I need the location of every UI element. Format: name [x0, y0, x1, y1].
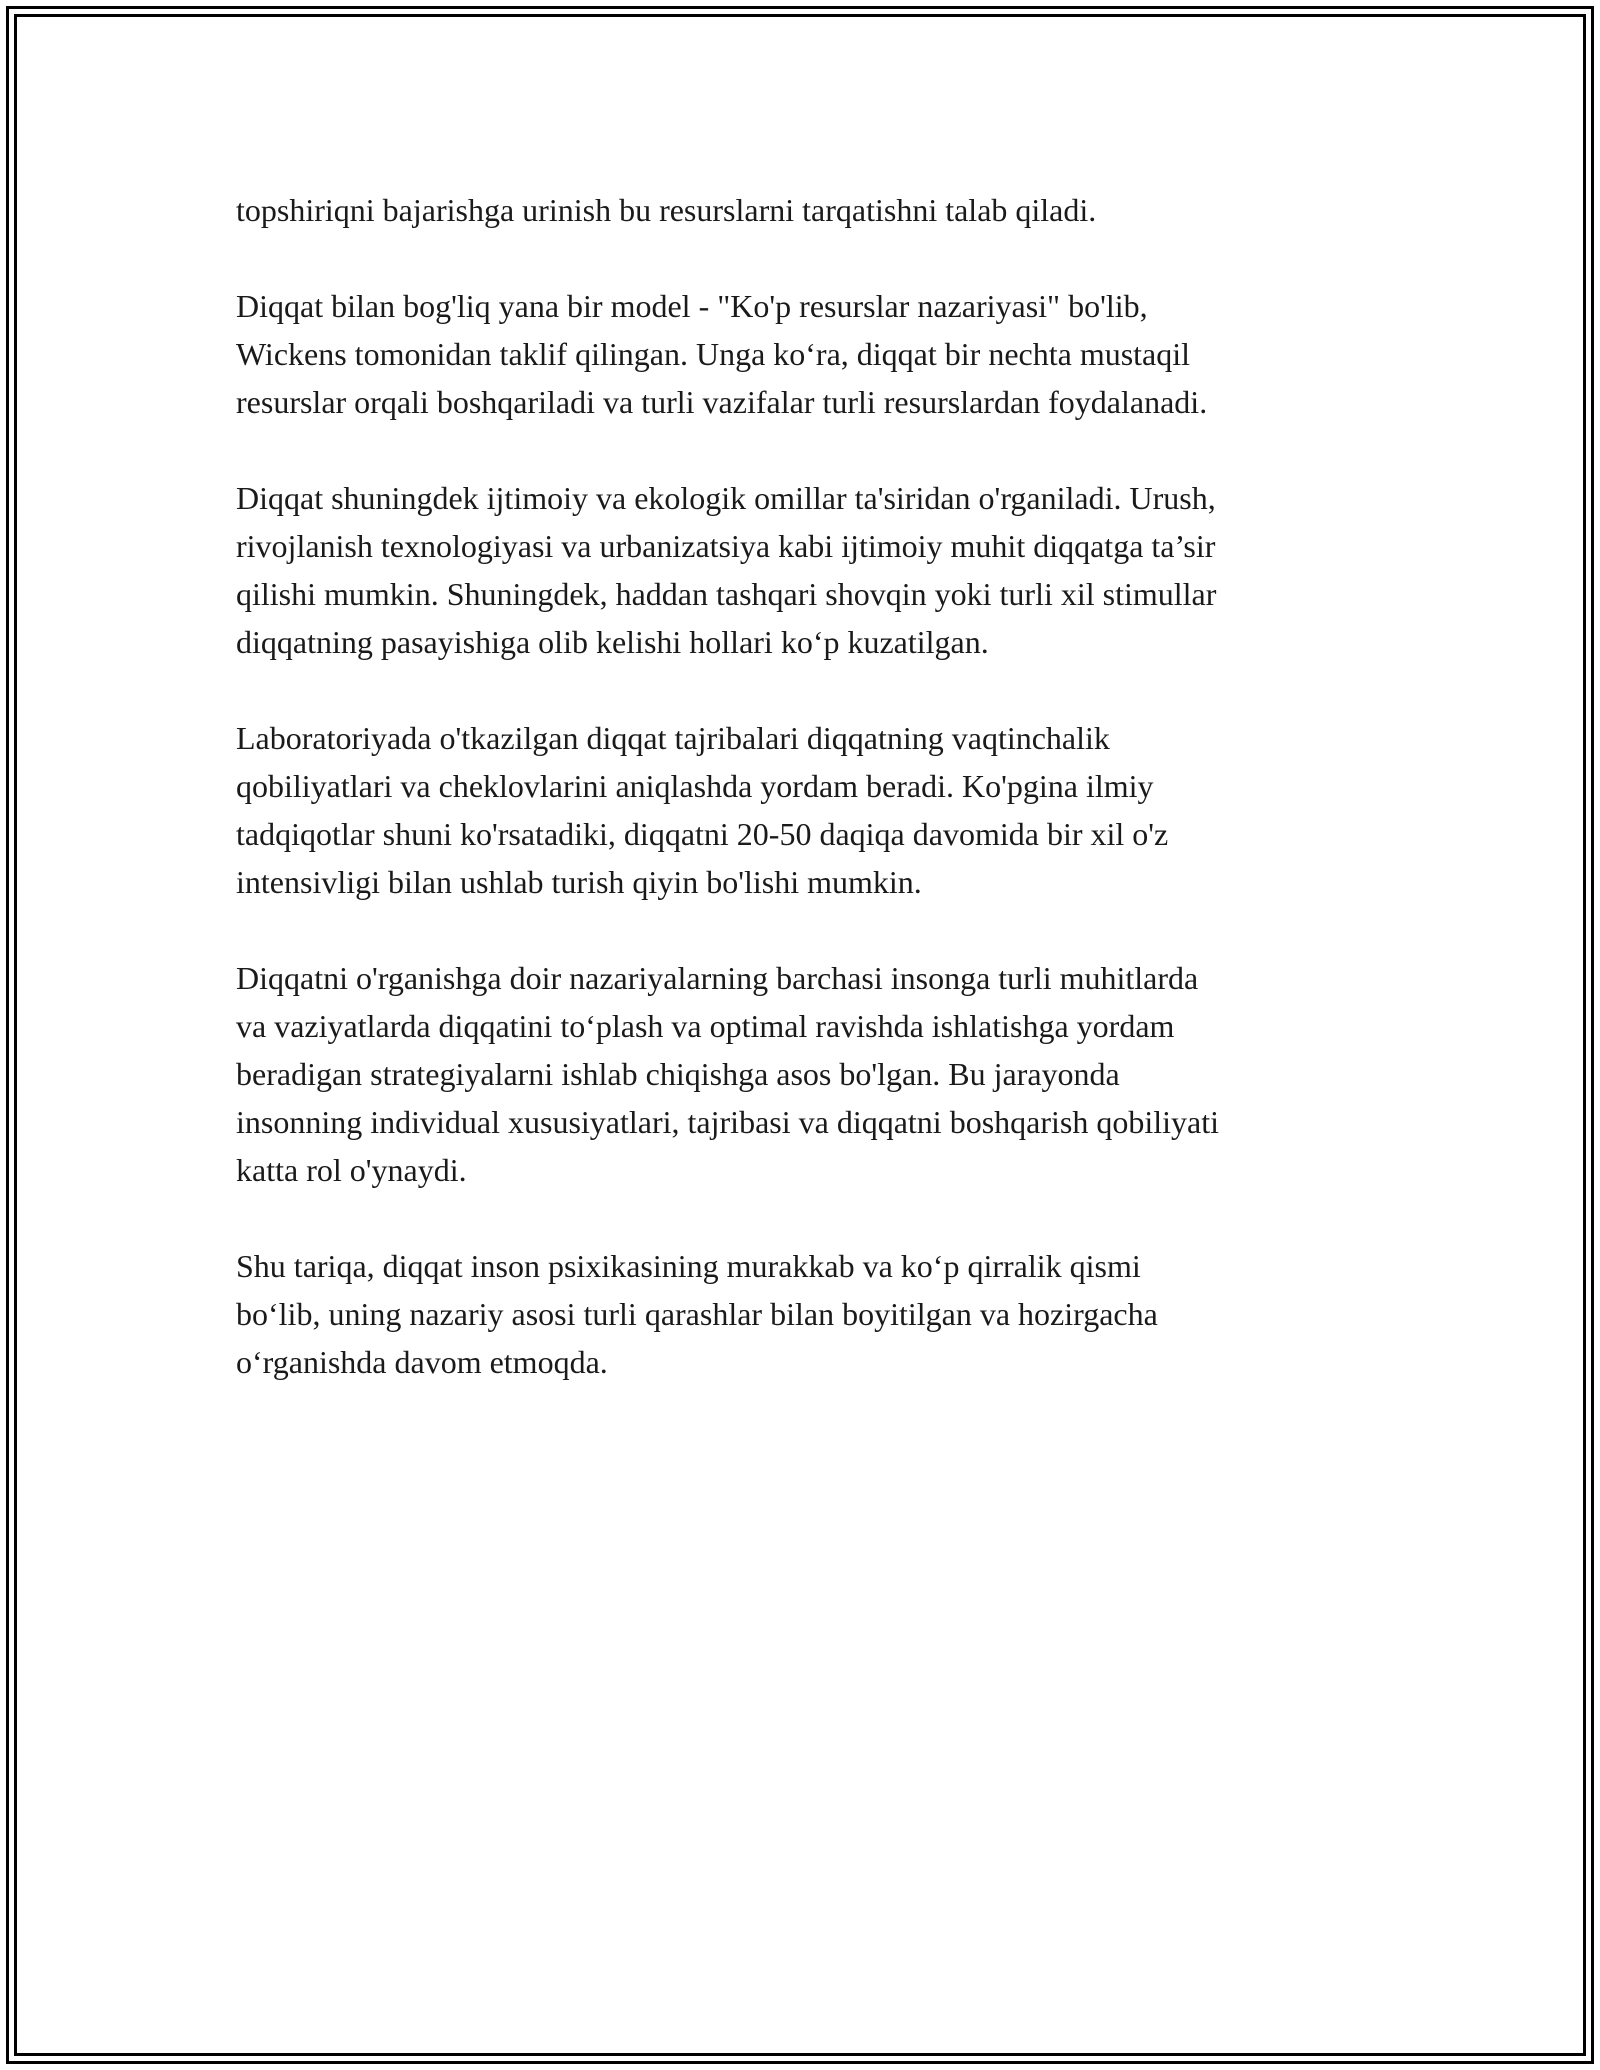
text-line: resurslar orqali boshqariladi va turli vazifalar turli resurslardan foydalanadi.	[236, 384, 1208, 420]
paragraph	[236, 954, 1396, 1194]
text-line: Diqqat bilan bog'liq yana bir model - "Ko'p resurslar nazariyasi" bo'lib,	[236, 288, 1148, 324]
paragraph	[236, 282, 1396, 426]
paragraph	[236, 186, 1396, 234]
text-line: Diqqatni o'rganishga doir nazariyalarning barchasi insonga turli muhitlarda	[236, 960, 1199, 996]
text-line: Laboratoriyada o'tkazilgan diqqat tajribalari diqqatning vaqtinchalik	[236, 720, 1110, 756]
document-body	[236, 186, 1396, 1434]
text-line: bo‘lib, uning nazariy asosi turli qarashlar bilan boyitilgan va hozirgacha	[236, 1296, 1158, 1332]
text-line: rivojlanish texnologiyasi va urbanizatsiya kabi ijtimoiy muhit diqqatga ta’sir	[236, 528, 1216, 564]
text-line: insonning individual xususiyatlari, tajribasi va diqqatni boshqarish qobiliyati	[236, 1104, 1219, 1140]
text-line: Shu tariqa, diqqat inson psixikasining murakkab va ko‘p qirralik qismi	[236, 1248, 1141, 1284]
text-line: o‘rganishda davom etmoqda.	[236, 1344, 608, 1380]
text-line: intensivligi bilan ushlab turish qiyin bo'lishi mumkin.	[236, 864, 922, 900]
text-line: qobiliyatlari va cheklovlarini aniqlashda yordam beradi. Ko'pgina ilmiy	[236, 768, 1154, 804]
text-line: topshiriqni bajarishga urinish bu resurslarni tarqatishni talab qiladi.	[236, 192, 1097, 228]
text-line: tadqiqotlar shuni ko'rsatadiki, diqqatni 20-50 daqiqa davomida bir xil o'z	[236, 816, 1169, 852]
paragraph	[236, 1242, 1396, 1386]
text-line: diqqatning pasayishiga olib kelishi hollari ko‘p kuzatilgan.	[236, 624, 989, 660]
paragraph	[236, 714, 1396, 906]
text-line: va vaziyatlarda diqqatini to‘plash va optimal ravishda ishlatishga yordam	[236, 1008, 1175, 1044]
text-line: beradigan strategiyalarni ishlab chiqishga asos bo'lgan. Bu jarayonda	[236, 1056, 1120, 1092]
text-line: katta rol o'ynaydi.	[236, 1152, 467, 1188]
text-line: qilishi mumkin. Shuningdek, haddan tashqari shovqin yoki turli xil stimullar	[236, 576, 1217, 612]
text-line: Wickens tomonidan taklif qilingan. Unga ko‘ra, diqqat bir nechta mustaqil	[236, 336, 1191, 372]
paragraph	[236, 474, 1396, 666]
text-line: Diqqat shuningdek ijtimoiy va ekologik omillar ta'siridan o'rganiladi. Urush,	[236, 480, 1216, 516]
